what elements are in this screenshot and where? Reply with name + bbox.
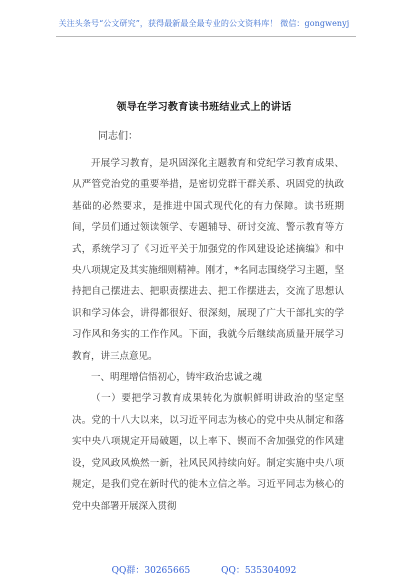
salutation: 同志们： <box>98 131 138 142</box>
footer-qq-group: QQ群：30265665 <box>111 566 191 576</box>
body-paragraph-intro: 开展学习教育，是巩固深化主题教育和党纪学习教育成果、从严管党治党的重要举措，是密切党群干群关系、巩固党的执政基础的必然要求，是推进中国式现代化的有力保障。读书班期间，学员们通过领读领学、专题辅导、研讨交流、警示教育等方式，系统学习了《习近平关于加强党的作风建设论述摘编》和中央八项规定及其实施细则精神。刚才，*名同志围绕学习主题，坚持把自己摆进去、把职责摆进去、把工作摆进去，交流了思想认识和学习体会，讲得都很好、很深刻，展现了广大干部扎实的学习作风和务实的工作作风。下面，我就今后继续高质量开展学习教育，讲三点意见。 <box>72 158 344 362</box>
section-heading-1: 一、明理增信悟初心，铸牢政治忠诚之魂 <box>91 372 263 384</box>
header-promo-note: 关注头条号“公文研究”，获得最新最全最专业的公文资料库！ 微信：gongwenyj <box>58 19 350 28</box>
footer-contact <box>0 563 408 576</box>
document-title: 领导在学习教育读书班结业式上的讲话 <box>116 102 292 113</box>
body-paragraph-1-1: （一）要把学习教育成果转化为旗帜鲜明讲政治的坚定坚决。党的十八大以来，以习近平同志为核心的党中央从制定和落实中央八项规定开局破题，以上率下、锲而不舍加强党的作风建设，党风政风焕然一新，社风民风持续向好。制定实施中央八项规定，是我们党在新时代的徙木立信之举。习近平同志为核心的党中央部署开展深入贯彻 <box>72 393 344 512</box>
header-divider <box>56 36 356 37</box>
document-body <box>72 153 344 517</box>
footer-qq-number: QQ：535304092 <box>221 566 297 576</box>
